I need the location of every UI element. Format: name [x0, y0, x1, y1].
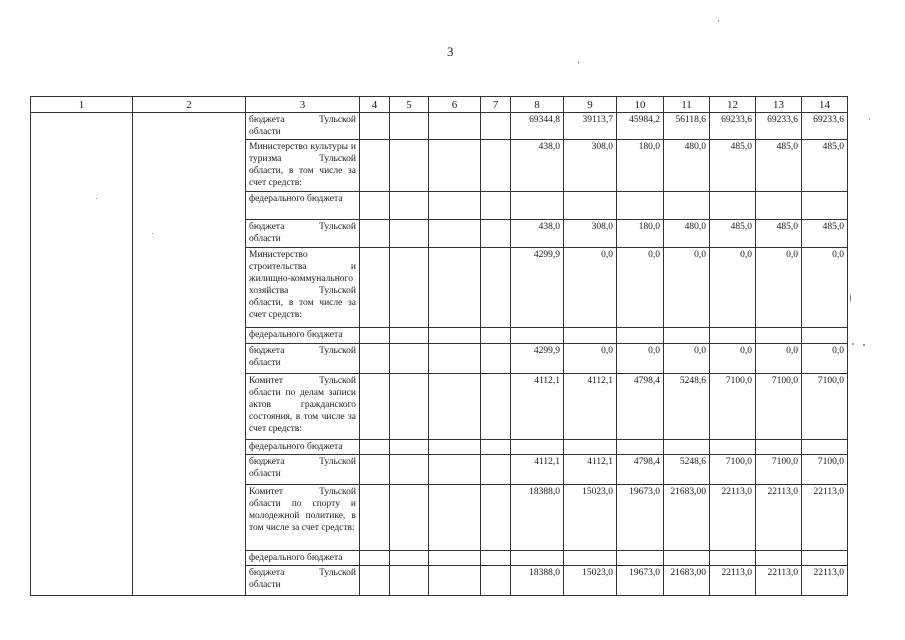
cell-col-5	[390, 455, 429, 485]
value-col-8: 4112,1	[511, 455, 564, 485]
scan-speck	[863, 344, 865, 346]
value-col-14	[802, 328, 848, 344]
cell-col-4	[360, 566, 390, 596]
cell-col-5	[390, 113, 429, 140]
value-col-13: 7100,0	[756, 374, 802, 440]
column-header-9: 9	[564, 97, 617, 113]
cell-col-6	[429, 440, 481, 455]
value-col-9	[564, 440, 617, 455]
value-col-13: 0,0	[756, 344, 802, 374]
value-col-9: 0,0	[564, 344, 617, 374]
value-col-11: 21683,00	[664, 485, 710, 551]
column-header-14: 14	[802, 97, 848, 113]
value-col-12: 0,0	[710, 344, 756, 374]
column-header-12: 12	[710, 97, 756, 113]
cell-col-6	[429, 140, 481, 192]
value-col-10: 19673,0	[617, 566, 664, 596]
value-col-12: 485,0	[710, 140, 756, 192]
cell-col-5	[390, 192, 429, 220]
value-col-9: 0,0	[564, 248, 617, 328]
value-col-13: 22113,0	[756, 566, 802, 596]
cell-col-6	[429, 374, 481, 440]
value-col-8	[511, 440, 564, 455]
cell-col-6	[429, 485, 481, 551]
value-col-14: 485,0	[802, 140, 848, 192]
budget-table	[30, 96, 848, 596]
cell-col-7	[481, 551, 511, 566]
value-col-13: 22113,0	[756, 485, 802, 551]
value-col-8: 69344,8	[511, 113, 564, 140]
value-col-10: 180,0	[617, 140, 664, 192]
cell-col-7	[481, 440, 511, 455]
cell-col-5	[390, 220, 429, 248]
value-col-14: 22113,0	[802, 566, 848, 596]
cell-col-7	[481, 455, 511, 485]
column-header-13: 13	[756, 97, 802, 113]
table-body	[31, 113, 848, 596]
cell-col-7	[481, 328, 511, 344]
value-col-9: 308,0	[564, 220, 617, 248]
value-col-13	[756, 192, 802, 220]
row-description: федерального бюджета	[246, 328, 360, 344]
cell-col-5	[390, 140, 429, 192]
value-col-13: 485,0	[756, 140, 802, 192]
cell-col-6	[429, 566, 481, 596]
value-col-14: 69233,6	[802, 113, 848, 140]
value-col-9: 4112,1	[564, 374, 617, 440]
column-header-7: 7	[481, 97, 511, 113]
value-col-9	[564, 192, 617, 220]
cell-col-4	[360, 220, 390, 248]
value-col-11: 0,0	[664, 344, 710, 374]
row-description: федерального бюджета	[246, 440, 360, 455]
cell-col-6	[429, 551, 481, 566]
value-col-8: 18388,0	[511, 566, 564, 596]
cell-col-2	[133, 113, 246, 596]
column-header-3: 3	[246, 97, 360, 113]
cell-col-4	[360, 551, 390, 566]
value-col-12	[710, 551, 756, 566]
cell-col-5	[390, 440, 429, 455]
value-col-14: 0,0	[802, 344, 848, 374]
column-header-1: 1	[31, 97, 133, 113]
row-description: Министерство строительства и жилищно-коммунального хозяйства Тульской области, в том числе за счет средств:	[246, 248, 360, 328]
cell-col-5	[390, 328, 429, 344]
value-col-12	[710, 192, 756, 220]
cell-col-7	[481, 344, 511, 374]
value-col-9: 39113,7	[564, 113, 617, 140]
header-row	[31, 97, 848, 113]
value-col-10	[617, 328, 664, 344]
value-col-13: 7100,0	[756, 455, 802, 485]
value-col-11: 56118,6	[664, 113, 710, 140]
cell-col-6	[429, 344, 481, 374]
value-col-8	[511, 551, 564, 566]
value-col-8: 4299,9	[511, 248, 564, 328]
value-col-8: 4299,9	[511, 344, 564, 374]
cell-col-4	[360, 374, 390, 440]
value-col-12: 7100,0	[710, 455, 756, 485]
column-header-11: 11	[664, 97, 710, 113]
cell-col-4	[360, 485, 390, 551]
cell-col-6	[429, 220, 481, 248]
value-col-14: 7100,0	[802, 455, 848, 485]
row-description: федерального бюджета	[246, 551, 360, 566]
value-col-12: 69233,6	[710, 113, 756, 140]
row-description: бюджета Тульской области	[246, 566, 360, 596]
value-col-13	[756, 551, 802, 566]
value-col-12: 7100,0	[710, 374, 756, 440]
value-col-9: 308,0	[564, 140, 617, 192]
column-header-2: 2	[133, 97, 246, 113]
cell-col-7	[481, 113, 511, 140]
row-description: бюджета Тульской области	[246, 113, 360, 140]
cell-col-4	[360, 192, 390, 220]
cell-col-6	[429, 192, 481, 220]
cell-col-7	[481, 485, 511, 551]
value-col-12	[710, 328, 756, 344]
value-col-10	[617, 551, 664, 566]
cell-col-5	[390, 344, 429, 374]
value-col-9: 4112,1	[564, 455, 617, 485]
cell-col-5	[390, 485, 429, 551]
cell-col-6	[429, 455, 481, 485]
value-col-14: 22113,0	[802, 485, 848, 551]
scan-speck	[96, 198, 97, 199]
scan-speck	[152, 233, 153, 234]
value-col-13: 485,0	[756, 220, 802, 248]
value-col-11: 5248,6	[664, 374, 710, 440]
value-col-9	[564, 328, 617, 344]
cell-col-6	[429, 113, 481, 140]
value-col-12: 22113,0	[710, 485, 756, 551]
value-col-10: 0,0	[617, 248, 664, 328]
row-description: бюджета Тульской области	[246, 220, 360, 248]
value-col-11: 5248,6	[664, 455, 710, 485]
value-col-10: 4798,4	[617, 374, 664, 440]
cell-col-6	[429, 328, 481, 344]
value-col-11: 480,0	[664, 140, 710, 192]
table-row	[31, 113, 848, 140]
row-description: бюджета Тульской области	[246, 344, 360, 374]
value-col-14	[802, 192, 848, 220]
value-col-12: 0,0	[710, 248, 756, 328]
value-col-10	[617, 192, 664, 220]
column-header-4: 4	[360, 97, 390, 113]
cell-col-4	[360, 248, 390, 328]
value-col-8: 438,0	[511, 140, 564, 192]
cell-col-4	[360, 113, 390, 140]
scan-speck	[850, 294, 851, 302]
column-header-5: 5	[390, 97, 429, 113]
value-col-12: 22113,0	[710, 566, 756, 596]
value-col-10: 45984,2	[617, 113, 664, 140]
value-col-8	[511, 192, 564, 220]
value-col-11	[664, 440, 710, 455]
value-col-11: 0,0	[664, 248, 710, 328]
value-col-13: 0,0	[756, 248, 802, 328]
value-col-10	[617, 440, 664, 455]
value-col-11	[664, 551, 710, 566]
cell-col-4	[360, 328, 390, 344]
cell-col-7	[481, 140, 511, 192]
column-header-8: 8	[511, 97, 564, 113]
cell-col-4	[360, 140, 390, 192]
page-number: 3	[447, 44, 454, 59]
value-col-9	[564, 551, 617, 566]
value-col-10: 4798,4	[617, 455, 664, 485]
cell-col-1	[31, 113, 133, 596]
value-col-8: 438,0	[511, 220, 564, 248]
value-col-12: 485,0	[710, 220, 756, 248]
value-col-14	[802, 551, 848, 566]
row-description: Министерство культуры и туризма Тульской области, в том числе за счет средств:	[246, 140, 360, 192]
scan-speck	[578, 61, 579, 64]
value-col-11	[664, 192, 710, 220]
value-col-12	[710, 440, 756, 455]
cell-col-7	[481, 374, 511, 440]
cell-col-5	[390, 248, 429, 328]
cell-col-7	[481, 566, 511, 596]
cell-col-4	[360, 455, 390, 485]
value-col-13: 69233,6	[756, 113, 802, 140]
value-col-13	[756, 440, 802, 455]
value-col-8	[511, 328, 564, 344]
scan-speck	[869, 118, 870, 120]
row-description: федерального бюджета	[246, 192, 360, 220]
value-col-14: 7100,0	[802, 374, 848, 440]
cell-col-7	[481, 192, 511, 220]
cell-col-7	[481, 220, 511, 248]
value-col-10: 0,0	[617, 344, 664, 374]
value-col-8: 4112,1	[511, 374, 564, 440]
value-col-11	[664, 328, 710, 344]
scan-speck	[852, 343, 854, 345]
value-col-10: 19673,0	[617, 485, 664, 551]
value-col-8: 18388,0	[511, 485, 564, 551]
row-description: бюджета Тульской области	[246, 455, 360, 485]
cell-col-6	[429, 248, 481, 328]
value-col-13	[756, 328, 802, 344]
scan-speck	[718, 20, 719, 22]
cell-col-5	[390, 374, 429, 440]
cell-col-5	[390, 551, 429, 566]
cell-col-4	[360, 440, 390, 455]
cell-col-4	[360, 344, 390, 374]
value-col-9: 15023,0	[564, 566, 617, 596]
value-col-11: 21683,00	[664, 566, 710, 596]
column-header-6: 6	[429, 97, 481, 113]
value-col-14	[802, 440, 848, 455]
value-col-10: 180,0	[617, 220, 664, 248]
cell-col-5	[390, 566, 429, 596]
row-description: Комитет Тульской области по делам записи актов гражданского состояния, в том числе за счет средств:	[246, 374, 360, 440]
row-description: Комитет Тульской области по спорту и молодежной политике, в том числе за счет средств:	[246, 485, 360, 551]
value-col-14: 0,0	[802, 248, 848, 328]
table-header	[31, 97, 848, 113]
value-col-11: 480,0	[664, 220, 710, 248]
cell-col-7	[481, 248, 511, 328]
value-col-14: 485,0	[802, 220, 848, 248]
value-col-9: 15023,0	[564, 485, 617, 551]
column-header-10: 10	[617, 97, 664, 113]
